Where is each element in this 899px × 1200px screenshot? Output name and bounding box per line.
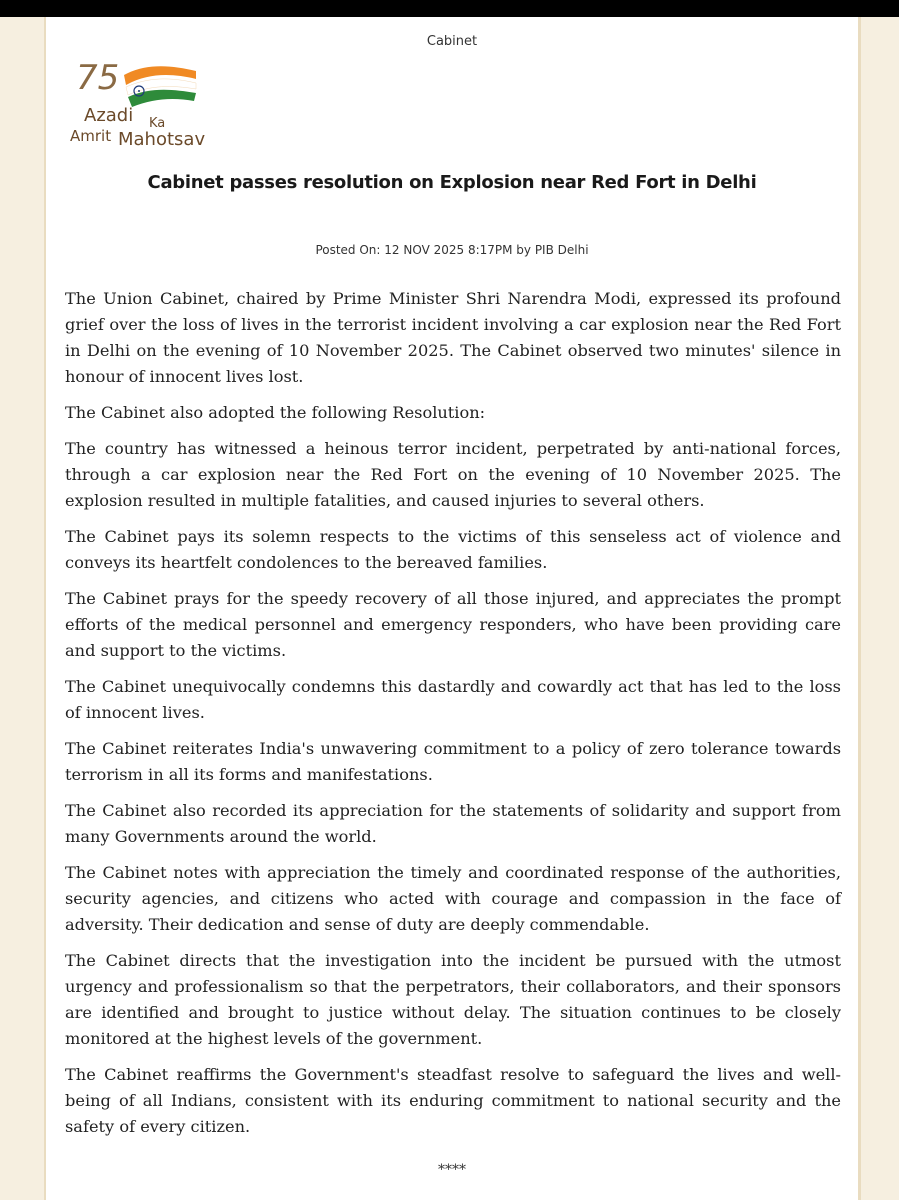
paragraph: The Cabinet unequivocally condemns this dastardly and cowardly act that has led to the loss of innocent lives. [65, 677, 841, 722]
document-page [46, 17, 858, 1200]
svg-text:Mahotsav: Mahotsav [118, 129, 206, 149]
posted-on-line: Posted On: 12 NOV 2025 8:17PM by PIB Delhi [315, 243, 589, 257]
paragraph: The country has witnessed a heinous terror incident, perpetrated by anti-national forces, through a car explosion near the Red Fort on the evening of 10 November 2025. The explosion resulted in multiple fatalities, and caused injuries to several others. [65, 439, 841, 510]
paragraph: The Cabinet prays for the speedy recovery of all those injured, and appreciates the prompt efforts of the medical personnel and emergency responders, who have been providing care and support to the victims. [65, 589, 841, 660]
top-black-bar [0, 0, 899, 17]
paragraph: The Cabinet notes with appreciation the timely and coordinated response of the authorities, security agencies, and citizens who acted with courage and compassion in the face of adversity. Their dedication and sense of duty are deeply commendable. [65, 863, 841, 934]
paragraph: The Cabinet also recorded its appreciation for the statements of solidarity and support from many Governments around the world. [65, 801, 841, 846]
section-label: Cabinet [426, 34, 478, 49]
svg-text:Amrit: Amrit [70, 127, 112, 145]
paragraph: The Cabinet reiterates India's unwavering commitment to a policy of zero tolerance towards terrorism in all its forms and manifestations. [65, 739, 841, 784]
article-body [65, 286, 841, 1150]
right-margin [861, 17, 899, 1200]
left-margin [0, 17, 44, 1200]
end-of-release-mark: **** [438, 1162, 466, 1178]
paragraph: The Cabinet pays its solemn respects to the victims of this senseless act of violence and conveys its heartfelt condolences to the bereaved families. [65, 527, 841, 572]
seventy-five-mark: 75 [76, 58, 120, 98]
azadi-ka-amrit-mahotsav-logo [66, 53, 236, 149]
paragraph: The Cabinet directs that the investigation into the incident be pursued with the utmost urgency and professionalism so that the perpetrators, their collaborators, and their sponsors are identified and brought to justice without delay. The situation continues to be closely monitored at the highest levels of the government. [65, 951, 841, 1048]
svg-text:Ka: Ka [149, 116, 166, 131]
paragraph: The Cabinet also adopted the following Resolution: [65, 403, 486, 422]
paragraph: The Cabinet reaffirms the Government's steadfast resolve to safeguard the lives and well-being of all Indians, consistent with its enduring commitment to national security and the safety of every citizen. [65, 1065, 841, 1136]
paragraph: The Union Cabinet, chaired by Prime Minister Shri Narendra Modi, expressed its profound grief over the loss of lives in the terrorist incident involving a car explosion near the Red Fort in Delhi on the evening of 10 November 2025. The Cabinet observed two minutes' silence in honour of innocent lives lost. [65, 289, 841, 386]
page-title: Cabinet passes resolution on Explosion near Red Fort in Delhi [147, 172, 757, 193]
svg-text:Azadi: Azadi [84, 105, 134, 126]
